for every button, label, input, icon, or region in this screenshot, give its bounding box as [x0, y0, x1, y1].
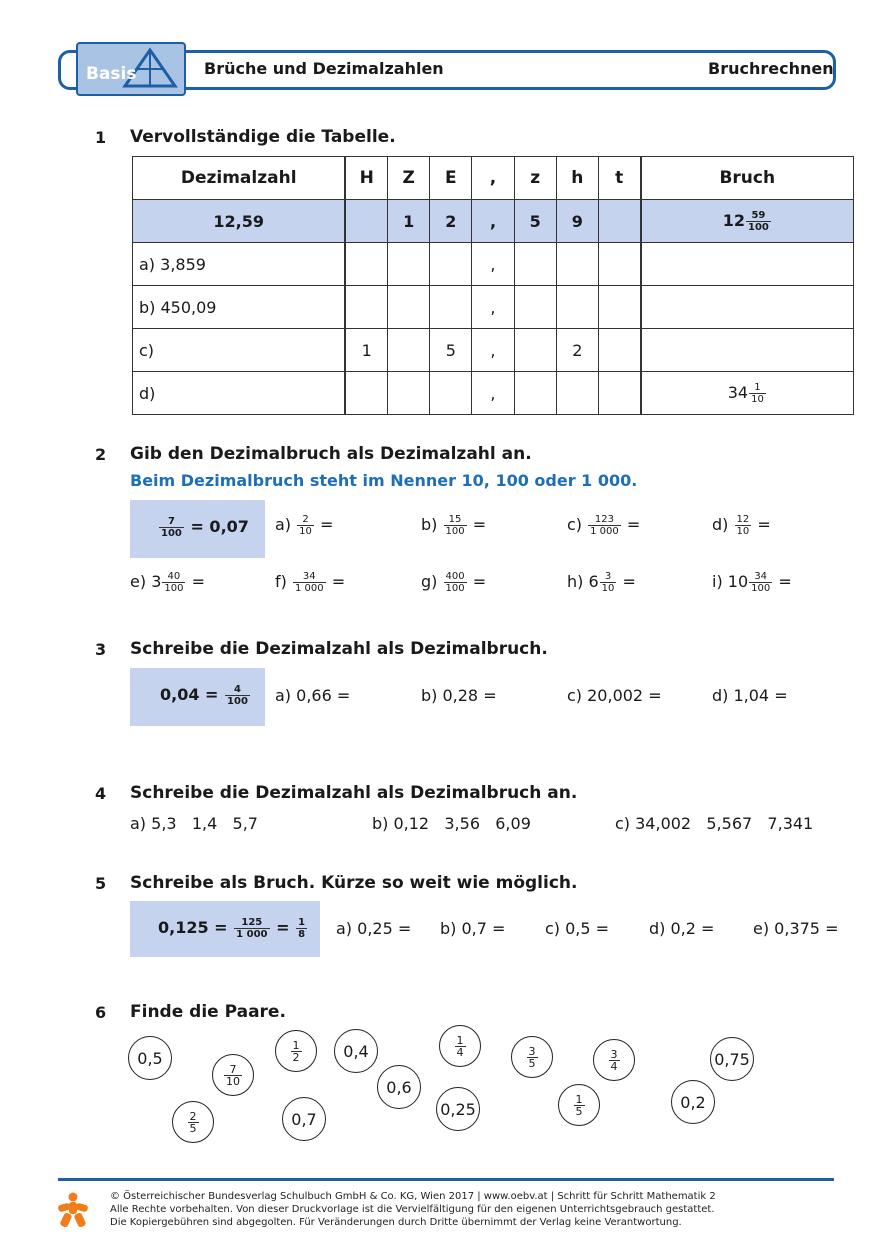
equals-sign: = — [331, 572, 346, 591]
example-decimal: 0,04 = — [160, 685, 219, 704]
fraction-input-cell[interactable] — [641, 329, 854, 372]
fraction — [746, 210, 771, 233]
numerator: 123 — [594, 514, 614, 525]
fraction-input-cell[interactable] — [641, 286, 854, 329]
pair-circle[interactable] — [275, 1030, 317, 1072]
task-hint: Beim Dezimalbruch steht im Nenner 10, 100 oder 1 000. — [130, 471, 638, 490]
input-cell[interactable] — [388, 243, 430, 286]
col-header: H — [345, 157, 387, 200]
pair-circle[interactable] — [558, 1084, 600, 1126]
input-cell[interactable] — [430, 286, 472, 329]
table-header-row — [133, 157, 854, 200]
exercise-item[interactable] — [275, 571, 345, 594]
comma-cell: , — [472, 243, 514, 286]
fraction — [444, 514, 467, 537]
numerator: 1 — [298, 917, 306, 928]
cell-decimal: b) 450,09 — [133, 286, 346, 329]
page-title: Brüche und Dezimalzahlen — [204, 59, 444, 78]
comma-cell: , — [472, 286, 514, 329]
exercise-item[interactable]: c) 0,5 = — [545, 919, 610, 938]
pair-circle[interactable]: 0,75 — [710, 1037, 754, 1081]
basis-badge — [76, 42, 186, 96]
task-title: Gib den Dezimalbruch als Dezimalzahl an. — [130, 444, 532, 464]
input-cell[interactable] — [388, 329, 430, 372]
fraction-whole: 12 — [722, 210, 745, 230]
task-title: Schreibe die Dezimalzahl als Dezimalbruch. — [130, 639, 548, 659]
exercise-item[interactable]: a) 5,3 1,4 5,7 — [130, 814, 258, 833]
pair-circle[interactable]: 0,5 — [128, 1036, 172, 1080]
exercise-item[interactable]: a) 0,66 = — [275, 686, 351, 705]
cell-decimal: c) — [133, 329, 346, 372]
example-content — [160, 684, 251, 707]
task-title: Vervollständige die Tabelle. — [130, 127, 396, 147]
fraction — [588, 514, 621, 537]
item-label: h) — [567, 572, 584, 591]
numerator: 3 — [604, 571, 612, 582]
fraction — [609, 1049, 620, 1072]
input-cell[interactable]: 1 — [345, 329, 387, 372]
input-cell[interactable] — [598, 372, 640, 415]
input-cell[interactable] — [345, 372, 387, 415]
exercise-item[interactable] — [421, 514, 486, 537]
input-cell[interactable] — [514, 286, 556, 329]
exercise-item[interactable] — [567, 514, 640, 537]
task-title: Schreibe die Dezimalzahl als Dezimalbruch an. — [130, 783, 578, 803]
denominator: 100 — [227, 696, 248, 707]
equals-sign: = — [191, 572, 205, 591]
basis-label: Basis — [86, 64, 137, 84]
table-example-row — [133, 200, 854, 243]
cell-fraction — [641, 372, 854, 415]
numerator: 15 — [448, 514, 462, 525]
exercise-item[interactable]: a) 0,25 = — [336, 919, 412, 938]
exercise-item[interactable] — [421, 571, 486, 594]
table-row — [133, 329, 854, 372]
pair-circle[interactable]: 0,2 — [671, 1080, 715, 1124]
cell: , — [472, 200, 514, 243]
fraction — [600, 571, 617, 594]
item-label: a) — [275, 515, 292, 534]
fraction — [159, 516, 184, 539]
table-row — [133, 286, 854, 329]
fraction — [293, 571, 326, 594]
numerator: 59 — [751, 209, 766, 221]
place-value-table — [132, 156, 854, 415]
task-number: 5 — [95, 874, 107, 893]
pair-circle[interactable] — [593, 1039, 635, 1081]
denominator: 10 — [226, 1074, 240, 1088]
cell-fraction — [641, 200, 854, 243]
denominator: 100 — [161, 528, 182, 539]
equals-sign: = — [319, 515, 334, 534]
numerator: 12 — [736, 514, 750, 525]
denominator: 100 — [164, 583, 184, 594]
item-label: e) — [130, 572, 147, 591]
exercise-item[interactable]: b) 0,7 = — [440, 919, 506, 938]
equals-sign: = — [778, 572, 792, 591]
denominator: 2 — [292, 1050, 300, 1064]
footer-text — [110, 1190, 716, 1229]
numerator: 1 — [456, 1033, 464, 1047]
footer-divider — [58, 1178, 834, 1181]
footer-line: Alle Rechte vorbehalten. Von dieser Druckvorlage ist die Vervielfältigung für den eigenen Unterrichtsgebrauch gestattet. — [110, 1204, 715, 1215]
equals-sign: = — [626, 515, 641, 534]
example-content — [158, 516, 249, 539]
table-row — [133, 372, 854, 415]
item-label: c) — [567, 515, 583, 534]
numerator: 1 — [575, 1092, 583, 1106]
input-cell[interactable] — [514, 243, 556, 286]
numerator: 125 — [241, 917, 263, 928]
col-header: Z — [388, 157, 430, 200]
numerator: 7 — [229, 1062, 237, 1076]
publisher-logo-icon — [56, 1192, 90, 1228]
numerator: 1 — [292, 1038, 300, 1052]
pair-circle[interactable] — [439, 1025, 481, 1067]
task-title: Schreibe als Bruch. Kürze so weit wie möglich. — [130, 873, 578, 893]
table-row — [133, 243, 854, 286]
exercise-item[interactable]: e) 0,375 = — [753, 919, 839, 938]
cell: 1 — [388, 200, 430, 243]
exercise-item[interactable] — [712, 571, 792, 594]
denominator: 5 — [189, 1121, 197, 1135]
fraction — [574, 1094, 585, 1117]
equals-sign: = — [472, 572, 487, 591]
fraction — [297, 514, 314, 537]
equals-sign: = — [276, 918, 290, 937]
input-cell[interactable]: 2 — [556, 329, 598, 372]
denominator: 5 — [528, 1056, 536, 1070]
task-number: 4 — [95, 784, 107, 803]
numerator: 34 — [302, 571, 316, 582]
input-cell[interactable] — [514, 329, 556, 372]
denominator: 100 — [747, 221, 769, 233]
fraction — [527, 1046, 538, 1069]
numerator: 2 — [189, 1109, 197, 1123]
numerator: 1 — [754, 381, 761, 393]
denominator: 100 — [445, 526, 465, 537]
item-label: b) — [421, 515, 438, 534]
input-cell[interactable] — [345, 243, 387, 286]
fraction — [296, 917, 307, 940]
item-label: f) — [275, 572, 287, 591]
input-cell[interactable]: 5 — [430, 329, 472, 372]
exercise-item[interactable]: b) 0,12 3,56 6,09 — [372, 814, 531, 833]
fraction — [455, 1035, 466, 1058]
task-number: 3 — [95, 640, 107, 659]
numerator: 40 — [167, 571, 181, 582]
pair-circle[interactable]: 0,6 — [377, 1065, 421, 1109]
fraction — [735, 514, 752, 537]
col-header: Dezimalzahl — [133, 157, 346, 200]
item-label: i) — [712, 572, 723, 591]
pair-circle[interactable]: 0,4 — [334, 1029, 378, 1073]
item-label: g) — [421, 572, 438, 591]
cell — [598, 200, 640, 243]
cell: 9 — [556, 200, 598, 243]
example-result: = 0,07 — [190, 517, 249, 536]
example-decimal: 0,125 = — [158, 918, 228, 937]
denominator: 4 — [610, 1059, 618, 1073]
denominator: 1 000 — [236, 929, 268, 940]
input-cell[interactable] — [556, 372, 598, 415]
col-header: Bruch — [641, 157, 854, 200]
denominator: 10 — [736, 526, 750, 537]
input-cell[interactable] — [556, 286, 598, 329]
denominator: 10 — [299, 526, 312, 537]
task-title: Finde die Paare. — [130, 1002, 286, 1022]
input-cell[interactable] — [598, 329, 640, 372]
task-number: 1 — [95, 128, 107, 147]
pair-circle[interactable] — [511, 1036, 553, 1078]
exercise-item[interactable] — [275, 514, 333, 537]
comma-cell: , — [472, 329, 514, 372]
input-cell[interactable] — [430, 372, 472, 415]
denominator: 100 — [751, 583, 771, 594]
task-number: 6 — [95, 1003, 107, 1022]
exercise-item[interactable] — [567, 571, 636, 594]
footer-line: © Österreichischer Bundesverlag Schulbuch GmbH & Co. KG, Wien 2017 | www.oebv.at | Schritt für Schritt Mathematik 2 — [110, 1191, 716, 1202]
denominator: 8 — [298, 929, 306, 940]
denominator: 5 — [575, 1104, 583, 1118]
numerator: 34 — [754, 571, 768, 582]
numerator: 400 — [445, 571, 465, 582]
fraction-whole: 34 — [727, 382, 749, 402]
numerator: 3 — [610, 1047, 618, 1061]
equals-sign: = — [622, 572, 636, 591]
fraction-whole: 6 — [588, 572, 599, 591]
fraction-whole: 3 — [151, 572, 162, 591]
cell-decimal: d) — [133, 372, 346, 415]
cell: 5 — [514, 200, 556, 243]
col-header: , — [472, 157, 514, 200]
fraction — [188, 1111, 199, 1134]
footer-line: Die Kopiergebühren sind abgegolten. Für Veränderungen durch Dritte übernimmt der Verlag keine Verantwortung. — [110, 1217, 682, 1228]
exercise-item[interactable] — [130, 571, 205, 594]
numerator: 3 — [528, 1044, 536, 1058]
input-cell[interactable] — [345, 286, 387, 329]
pair-circle[interactable] — [212, 1054, 254, 1096]
denominator: 1 000 — [590, 526, 619, 537]
denominator: 10 — [601, 583, 615, 594]
denominator: 4 — [456, 1045, 464, 1059]
fraction — [749, 382, 766, 405]
fraction — [234, 917, 269, 940]
exercise-item[interactable]: c) 20,002 = — [567, 686, 662, 705]
numerator: 4 — [233, 684, 241, 695]
numerator: 2 — [302, 514, 309, 525]
input-cell[interactable] — [598, 243, 640, 286]
input-cell[interactable] — [388, 372, 430, 415]
col-header: z — [514, 157, 556, 200]
fraction-whole: 10 — [727, 572, 749, 591]
col-header: t — [598, 157, 640, 200]
fraction — [224, 1064, 242, 1087]
denominator: 100 — [445, 583, 465, 594]
exercise-item[interactable]: c) 34,002 5,567 7,341 — [615, 814, 814, 833]
input-cell[interactable] — [430, 243, 472, 286]
pair-circle[interactable] — [172, 1101, 214, 1143]
exercise-item[interactable]: d) 0,2 = — [649, 919, 715, 938]
task-number: 2 — [95, 445, 107, 464]
pair-circle[interactable]: 0,25 — [436, 1087, 480, 1131]
pair-circle[interactable]: 0,7 — [282, 1097, 326, 1141]
exercise-item[interactable]: b) 0,28 = — [421, 686, 497, 705]
input-cell[interactable] — [556, 243, 598, 286]
numerator: 7 — [167, 516, 175, 527]
denominator: 10 — [751, 393, 764, 405]
exercise-item[interactable] — [712, 514, 771, 537]
fraction-input-cell[interactable] — [641, 243, 854, 286]
section-title: Bruchrechnen — [708, 59, 834, 78]
fraction — [291, 1040, 302, 1063]
equals-sign: = — [757, 515, 771, 534]
equals-sign: = — [472, 515, 487, 534]
cell — [345, 200, 387, 243]
fraction — [444, 571, 467, 594]
comma-cell: , — [472, 372, 514, 415]
item-label: d) — [712, 515, 729, 534]
input-cell[interactable] — [514, 372, 556, 415]
fraction — [749, 571, 772, 594]
example-content — [158, 917, 308, 940]
fraction — [162, 571, 185, 594]
cell: 2 — [430, 200, 472, 243]
col-header: h — [556, 157, 598, 200]
col-header: E — [430, 157, 472, 200]
input-cell[interactable] — [598, 286, 640, 329]
exercise-item[interactable]: d) 1,04 = — [712, 686, 788, 705]
cell-decimal: 12,59 — [133, 200, 346, 243]
denominator: 1 000 — [294, 583, 324, 594]
input-cell[interactable] — [388, 286, 430, 329]
cell-decimal: a) 3,859 — [133, 243, 346, 286]
fraction — [225, 684, 250, 707]
